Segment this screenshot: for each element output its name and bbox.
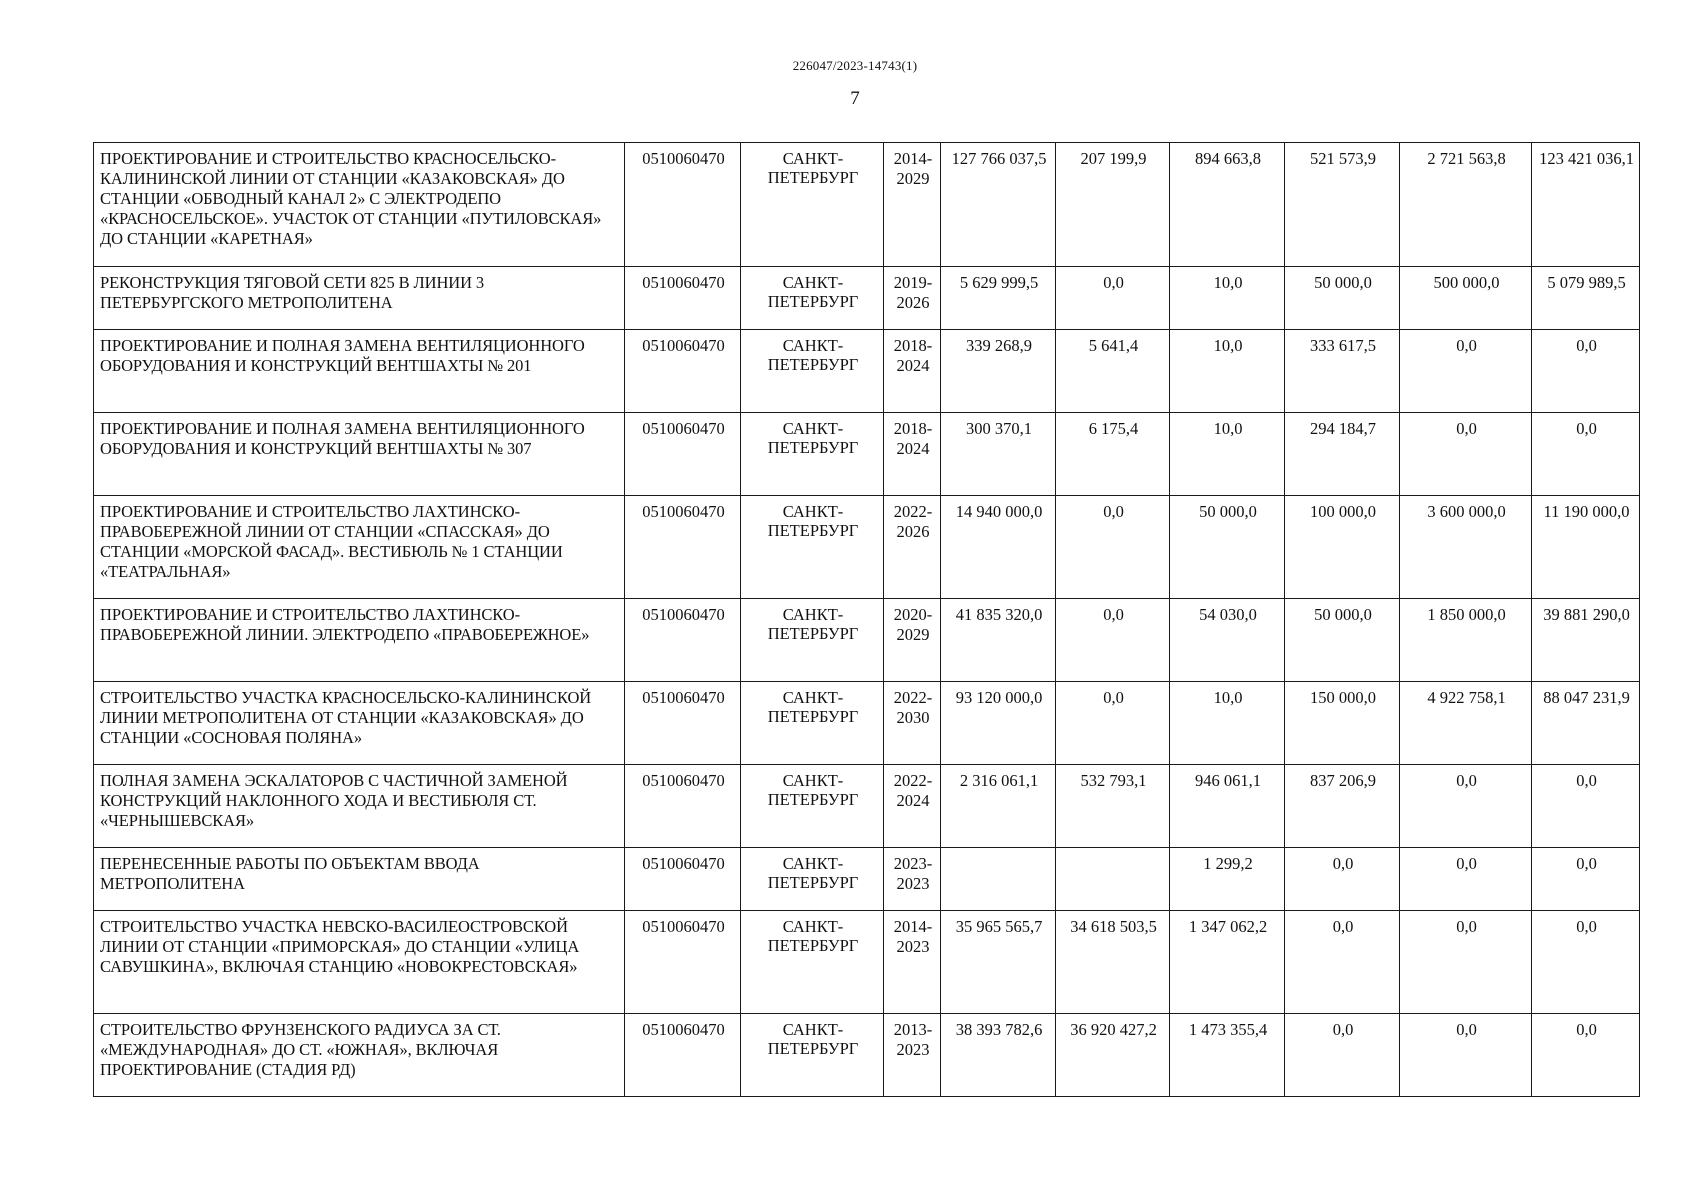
period-cell: 2022-2024	[884, 765, 941, 848]
period-cell: 2018-2024	[884, 413, 941, 496]
amount-cell-3: 50 000,0	[1285, 599, 1400, 682]
total-cost-cell: 35 965 565,7	[941, 911, 1056, 1014]
amount-cell-3: 521 573,9	[1285, 143, 1400, 267]
amount-cell-4: 0,0	[1400, 413, 1532, 496]
object-name-cell: ПРОЕКТИРОВАНИЕ И ПОЛНАЯ ЗАМЕНА ВЕНТИЛЯЦИОННОГО ОБОРУДОВАНИЯ И КОНСТРУКЦИЙ ВЕНТШАХТЫ № 307	[94, 413, 625, 496]
object-name-cell: ПРОЕКТИРОВАНИЕ И СТРОИТЕЛЬСТВО ЛАХТИНСКО-ПРАВОБЕРЕЖНОЙ ЛИНИИ ОТ СТАНЦИИ «СПАССКАЯ» ДО СТАНЦИИ «МОРСКОЙ ФАСАД». ВЕСТИБЮЛЬ № 1 СТАНЦИИ «ТЕАТРАЛЬНАЯ»	[94, 496, 625, 599]
amount-cell-4: 3 600 000,0	[1400, 496, 1532, 599]
amount-cell-2: 1 299,2	[1170, 848, 1285, 911]
amount-cell-2: 50 000,0	[1170, 496, 1285, 599]
amount-cell-1: 36 920 427,2	[1056, 1014, 1170, 1097]
amount-cell-1: 6 175,4	[1056, 413, 1170, 496]
amount-cell-3: 0,0	[1285, 848, 1400, 911]
object-name-cell: ПРОЕКТИРОВАНИЕ И СТРОИТЕЛЬСТВО ЛАХТИНСКО-ПРАВОБЕРЕЖНОЙ ЛИНИИ. ЭЛЕКТРОДЕПО «ПРАВОБЕРЕЖНОЕ»	[94, 599, 625, 682]
total-cost-cell: 41 835 320,0	[941, 599, 1056, 682]
amount-cell-1: 207 199,9	[1056, 143, 1170, 267]
table-row	[94, 330, 1640, 413]
amount-cell-3: 0,0	[1285, 1014, 1400, 1097]
table-row	[94, 143, 1640, 267]
amount-cell-5: 0,0	[1532, 413, 1640, 496]
region-cell: САНКТ-ПЕТЕРБУРГ	[741, 1014, 884, 1097]
table-row	[94, 848, 1640, 911]
page-number: 7	[850, 88, 860, 109]
amount-cell-3: 150 000,0	[1285, 682, 1400, 765]
amount-cell-1: 0,0	[1056, 599, 1170, 682]
budget-code-cell: 0510060470	[625, 765, 741, 848]
region-cell: САНКТ-ПЕТЕРБУРГ	[741, 848, 884, 911]
amount-cell-4: 2 721 563,8	[1400, 143, 1532, 267]
table-row	[94, 911, 1640, 1014]
table-row	[94, 1014, 1640, 1097]
total-cost-cell: 93 120 000,0	[941, 682, 1056, 765]
amount-cell-1: 0,0	[1056, 267, 1170, 330]
amount-cell-2: 10,0	[1170, 682, 1285, 765]
total-cost-cell: 5 629 999,5	[941, 267, 1056, 330]
amount-cell-1: 0,0	[1056, 496, 1170, 599]
object-name-cell: ПЕРЕНЕСЕННЫЕ РАБОТЫ ПО ОБЪЕКТАМ ВВОДА МЕТРОПОЛИТЕНА	[94, 848, 625, 911]
total-cost-cell	[941, 848, 1056, 911]
amount-cell-2: 10,0	[1170, 413, 1285, 496]
period-cell: 2018-2024	[884, 330, 941, 413]
budget-code-cell: 0510060470	[625, 911, 741, 1014]
total-cost-cell: 127 766 037,5	[941, 143, 1056, 267]
amount-cell-5: 0,0	[1532, 848, 1640, 911]
amount-cell-5: 11 190 000,0	[1532, 496, 1640, 599]
period-cell: 2014-2023	[884, 911, 941, 1014]
period-cell: 2013-2023	[884, 1014, 941, 1097]
budget-code-cell: 0510060470	[625, 682, 741, 765]
table-row	[94, 765, 1640, 848]
amount-cell-4: 0,0	[1400, 848, 1532, 911]
amount-cell-4: 0,0	[1400, 330, 1532, 413]
budget-code-cell: 0510060470	[625, 267, 741, 330]
table-row	[94, 496, 1640, 599]
amount-cell-5: 0,0	[1532, 1014, 1640, 1097]
amount-cell-3: 100 000,0	[1285, 496, 1400, 599]
period-cell: 2020-2029	[884, 599, 941, 682]
amount-cell-2: 10,0	[1170, 267, 1285, 330]
amount-cell-4: 0,0	[1400, 1014, 1532, 1097]
amount-cell-4: 1 850 000,0	[1400, 599, 1532, 682]
region-cell: САНКТ-ПЕТЕРБУРГ	[741, 330, 884, 413]
object-name-cell: ПОЛНАЯ ЗАМЕНА ЭСКАЛАТОРОВ С ЧАСТИЧНОЙ ЗАМЕНОЙ КОНСТРУКЦИЙ НАКЛОННОГО ХОДА И ВЕСТИБЮЛЯ СТ. «ЧЕРНЫШЕВСКАЯ»	[94, 765, 625, 848]
amount-cell-4: 500 000,0	[1400, 267, 1532, 330]
region-cell: САНКТ-ПЕТЕРБУРГ	[741, 911, 884, 1014]
budget-code-cell: 0510060470	[625, 599, 741, 682]
amount-cell-5: 0,0	[1532, 911, 1640, 1014]
budget-code-cell: 0510060470	[625, 848, 741, 911]
amount-cell-2: 10,0	[1170, 330, 1285, 413]
amount-cell-5: 5 079 989,5	[1532, 267, 1640, 330]
investment-objects-table	[93, 142, 1640, 1097]
amount-cell-2: 1 473 355,4	[1170, 1014, 1285, 1097]
region-cell: САНКТ-ПЕТЕРБУРГ	[741, 496, 884, 599]
total-cost-cell: 300 370,1	[941, 413, 1056, 496]
table-row	[94, 599, 1640, 682]
object-name-cell: ПРОЕКТИРОВАНИЕ И СТРОИТЕЛЬСТВО КРАСНОСЕЛЬСКО-КАЛИНИНСКОЙ ЛИНИИ ОТ СТАНЦИИ «КАЗАКОВСКАЯ» ДО СТАНЦИИ «ОБВОДНЫЙ КАНАЛ 2» С ЭЛЕКТРОДЕПО «КРАСНОСЕЛЬСКОЕ». УЧАСТОК ОТ СТАНЦИИ «ПУТИЛОВСКАЯ» ДО СТАНЦИИ «КАРЕТНАЯ»	[94, 143, 625, 267]
amount-cell-1: 5 641,4	[1056, 330, 1170, 413]
period-cell: 2019-2026	[884, 267, 941, 330]
table-row	[94, 682, 1640, 765]
total-cost-cell: 38 393 782,6	[941, 1014, 1056, 1097]
amount-cell-4: 0,0	[1400, 911, 1532, 1014]
total-cost-cell: 339 268,9	[941, 330, 1056, 413]
amount-cell-3: 294 184,7	[1285, 413, 1400, 496]
region-cell: САНКТ-ПЕТЕРБУРГ	[741, 413, 884, 496]
region-cell: САНКТ-ПЕТЕРБУРГ	[741, 682, 884, 765]
amount-cell-5: 0,0	[1532, 330, 1640, 413]
amount-cell-5: 39 881 290,0	[1532, 599, 1640, 682]
document-id-header: 226047/2023-14743(1)	[792, 58, 918, 73]
total-cost-cell: 14 940 000,0	[941, 496, 1056, 599]
period-cell: 2014-2029	[884, 143, 941, 267]
budget-code-cell: 0510060470	[625, 496, 741, 599]
region-cell: САНКТ-ПЕТЕРБУРГ	[741, 599, 884, 682]
amount-cell-2: 946 061,1	[1170, 765, 1285, 848]
object-name-cell: ПРОЕКТИРОВАНИЕ И ПОЛНАЯ ЗАМЕНА ВЕНТИЛЯЦИОННОГО ОБОРУДОВАНИЯ И КОНСТРУКЦИЙ ВЕНТШАХТЫ № 201	[94, 330, 625, 413]
budget-code-cell: 0510060470	[625, 330, 741, 413]
amount-cell-1: 0,0	[1056, 682, 1170, 765]
amount-cell-1	[1056, 848, 1170, 911]
amount-cell-5: 123 421 036,1	[1532, 143, 1640, 267]
amount-cell-3: 0,0	[1285, 911, 1400, 1014]
table-row	[94, 267, 1640, 330]
object-name-cell: СТРОИТЕЛЬСТВО УЧАСТКА КРАСНОСЕЛЬСКО-КАЛИНИНСКОЙ ЛИНИИ МЕТРОПОЛИТЕНА ОТ СТАНЦИИ «КАЗАКОВСКАЯ» ДО СТАНЦИИ «СОСНОВАЯ ПОЛЯНА»	[94, 682, 625, 765]
amount-cell-1: 532 793,1	[1056, 765, 1170, 848]
budget-code-cell: 0510060470	[625, 143, 741, 267]
amount-cell-2: 1 347 062,2	[1170, 911, 1285, 1014]
budget-code-cell: 0510060470	[625, 1014, 741, 1097]
amount-cell-5: 88 047 231,9	[1532, 682, 1640, 765]
table-row	[94, 413, 1640, 496]
object-name-cell: РЕКОНСТРУКЦИЯ ТЯГОВОЙ СЕТИ 825 В ЛИНИИ 3 ПЕТЕРБУРГСКОГО МЕТРОПОЛИТЕНА	[94, 267, 625, 330]
region-cell: САНКТ-ПЕТЕРБУРГ	[741, 143, 884, 267]
amount-cell-4: 0,0	[1400, 765, 1532, 848]
total-cost-cell: 2 316 061,1	[941, 765, 1056, 848]
period-cell: 2023-2023	[884, 848, 941, 911]
amount-cell-2: 894 663,8	[1170, 143, 1285, 267]
amount-cell-5: 0,0	[1532, 765, 1640, 848]
table-body	[94, 143, 1640, 1097]
object-name-cell: СТРОИТЕЛЬСТВО ФРУНЗЕНСКОГО РАДИУСА ЗА СТ. «МЕЖДУНАРОДНАЯ» ДО СТ. «ЮЖНАЯ», ВКЛЮЧАЯ ПРОЕКТИРОВАНИЕ (СТАДИЯ РД)	[94, 1014, 625, 1097]
amount-cell-3: 333 617,5	[1285, 330, 1400, 413]
region-cell: САНКТ-ПЕТЕРБУРГ	[741, 267, 884, 330]
period-cell: 2022-2026	[884, 496, 941, 599]
object-name-cell: СТРОИТЕЛЬСТВО УЧАСТКА НЕВСКО-ВАСИЛЕОСТРОВСКОЙ ЛИНИИ ОТ СТАНЦИИ «ПРИМОРСКАЯ» ДО СТАНЦИИ «УЛИЦА САВУШКИНА», ВКЛЮЧАЯ СТАНЦИЮ «НОВОКРЕСТОВСКАЯ»	[94, 911, 625, 1014]
amount-cell-1: 34 618 503,5	[1056, 911, 1170, 1014]
amount-cell-3: 837 206,9	[1285, 765, 1400, 848]
amount-cell-2: 54 030,0	[1170, 599, 1285, 682]
region-cell: САНКТ-ПЕТЕРБУРГ	[741, 765, 884, 848]
period-cell: 2022-2030	[884, 682, 941, 765]
amount-cell-3: 50 000,0	[1285, 267, 1400, 330]
amount-cell-4: 4 922 758,1	[1400, 682, 1532, 765]
budget-code-cell: 0510060470	[625, 413, 741, 496]
